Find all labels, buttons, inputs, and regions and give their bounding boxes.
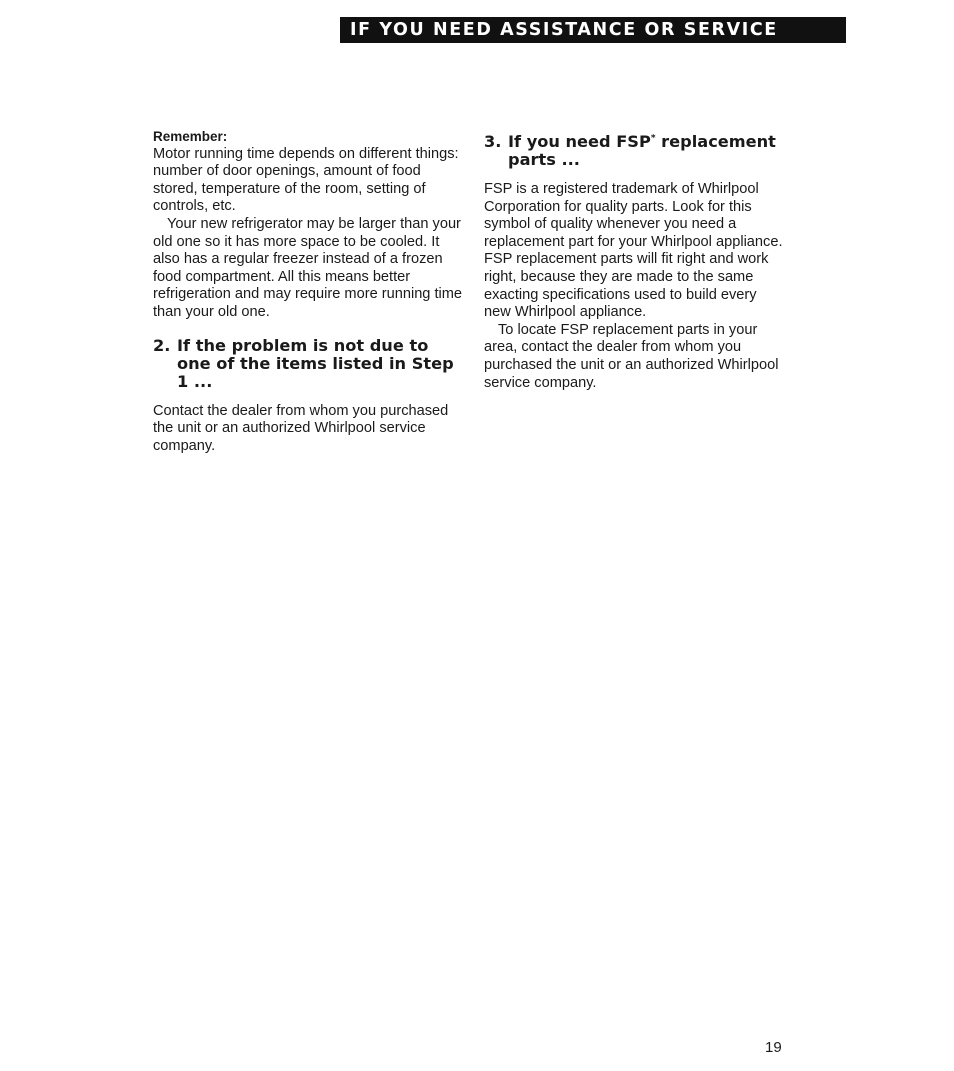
right-column	[484, 133, 784, 392]
section-header	[340, 17, 846, 43]
step-3-heading-pre: If you need FSP	[508, 132, 651, 151]
remember-paragraph: Motor running time depends on different things: number of door openings, amount of food stored, temperature of the room, setting of controls, etc.	[153, 145, 459, 215]
trademark-mark: *	[650, 133, 656, 144]
left-column	[153, 128, 463, 455]
step-3-number: 3.	[484, 132, 502, 151]
step-3-heading-text	[508, 133, 784, 169]
section-header-title: IF YOU NEED ASSISTANCE OR SERVICE	[350, 20, 778, 40]
step-2-number: 2.	[153, 335, 171, 355]
step-2-heading-text: If the problem is not due to one of the items listed in Step 1 ...	[177, 335, 454, 391]
remember-paragraph-2: Your new refrigerator may be larger than your old one so it has more space to be cooled. It also has a regular freezer instead of a frozen food compartment. All this means better refrigeration and may require more running time than your old one.	[153, 215, 463, 320]
step-3-heading	[484, 133, 784, 169]
step-3-paragraph-2: To locate FSP replacement parts in your area, contact the dealer from whom you purchased the unit or an authorized Whirlpool service company.	[484, 321, 779, 391]
step-3-heading-post: replacement parts ...	[508, 132, 776, 169]
page-number: 19	[765, 1039, 782, 1056]
remember-label: Remember:	[153, 129, 228, 144]
step-2-paragraph: Contact the dealer from whom you purchased the unit or an authorized Whirlpool service company.	[153, 402, 449, 454]
step-2-heading	[153, 337, 463, 391]
step-3-paragraph-1: FSP is a registered trademark of Whirlpool Corporation for quality parts. Look for this symbol of quality whenever you need a replacement part for your Whirlpool appliance. FSP replacement parts will fit right and work right, because they are made to the same exacting specifications used to build every new Whirlpool appliance.	[484, 181, 783, 321]
